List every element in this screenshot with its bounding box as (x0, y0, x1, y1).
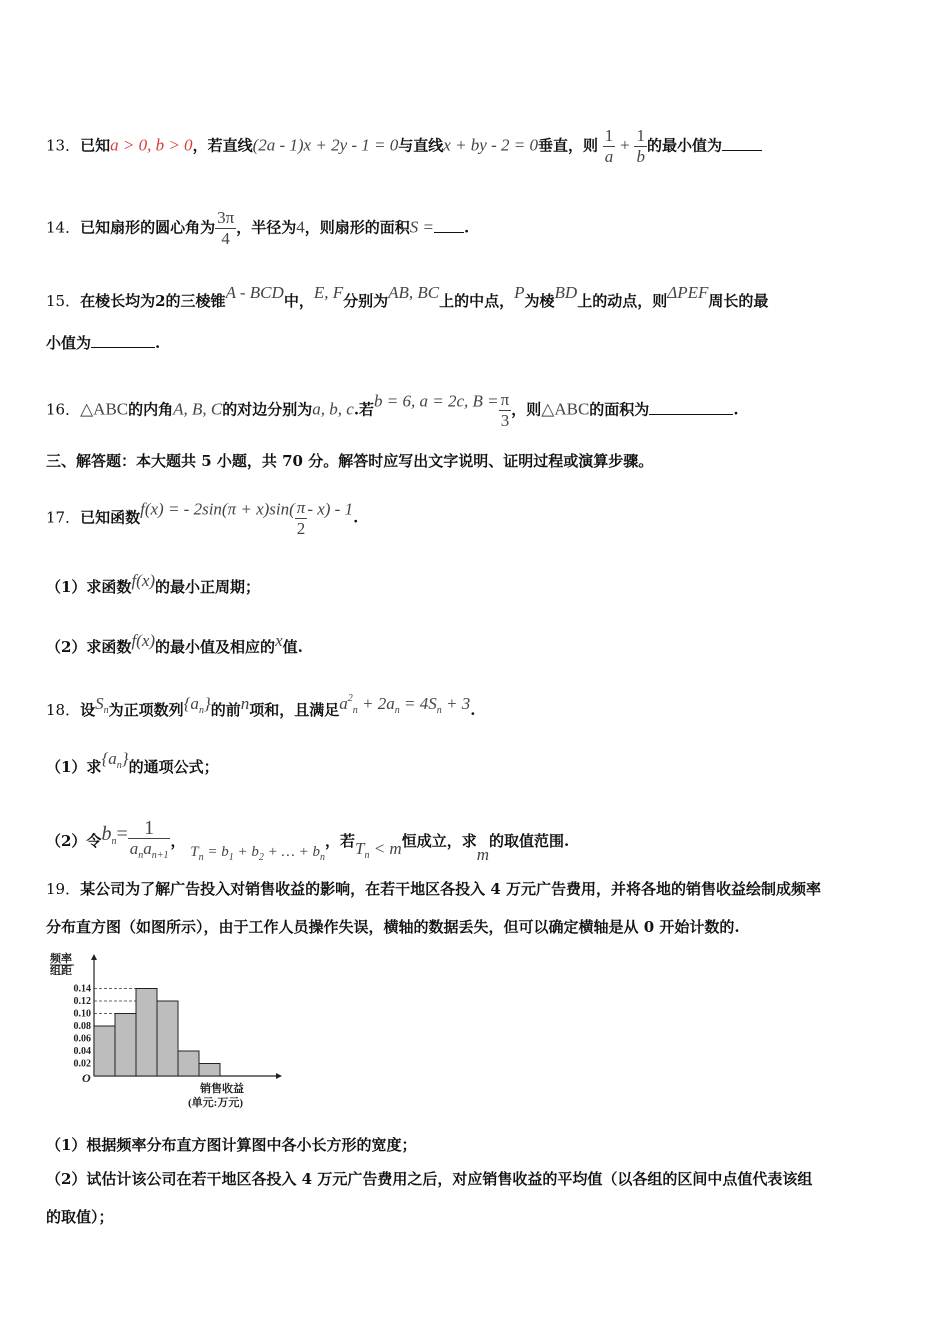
q17-line (46, 498, 358, 539)
q18-sn: $S_n$ (95, 694, 109, 716)
q16-text: . (733, 400, 739, 419)
q18-sequence: $\{a_n\}$ (101, 749, 129, 771)
histogram-chart (48, 952, 288, 1112)
q18-m: m (476, 845, 489, 864)
y-tick-label: 0.14 (73, 983, 91, 995)
q17-part1 (46, 570, 260, 598)
histogram-bar (94, 1026, 115, 1076)
q18-text: 为正项数列 (108, 701, 184, 719)
q15-triangle-pef: ΔPEF (667, 283, 709, 302)
q13-frac-1-over-a: $\frac{1}{a}$ (604, 126, 614, 166)
q14-answer-blank[interactable] (434, 218, 464, 233)
q18-text: 设 (80, 701, 96, 719)
y-tick-label: 0.02 (73, 1058, 91, 1070)
x-axis-label-2: (单元:万元) (188, 1097, 243, 1109)
q16-text: ，则 (511, 400, 542, 419)
q14-text: ，半径为 (236, 218, 297, 237)
q18-eq: = (116, 823, 128, 845)
q17-function-right: - x) - 1 (307, 499, 354, 519)
q15-line (46, 282, 768, 312)
y-tick-label: 0.06 (73, 1033, 91, 1045)
q17-text: . (353, 508, 359, 527)
q13-line2-eq: x + by - 2 = 0 (443, 135, 538, 155)
q18-tn-def: $T_n = b_1 + b_2$ + … + $b_n$ (190, 844, 325, 863)
q14-number: 14． (46, 218, 81, 237)
histogram-bar (199, 1064, 220, 1077)
q14-text: ，则扇形的面积 (304, 218, 410, 237)
histogram-bar (115, 1014, 136, 1077)
y-tick-label: 0.12 (73, 996, 91, 1007)
q18-part1 (46, 748, 219, 778)
q16-condition: b = 6, a = 2c, B = (374, 391, 499, 411)
q19-line-1: 19．某公司为了解广告投入对销售收益的影响，在若干地区各投入 4 万元广告费用，并将各地的销售收益绘制成频率 (46, 880, 821, 898)
q15-point-p: P (514, 283, 525, 302)
q15-text: 中， (283, 292, 314, 310)
q13-plus: + (620, 135, 630, 155)
q17-fx: f(x) (131, 571, 156, 590)
q18-text: 恒成立，求 (401, 832, 477, 850)
q14-line (46, 208, 469, 249)
q17-fx: f(x) (131, 631, 156, 650)
q18-sequence: $\{a_n\}$ (183, 694, 211, 716)
q13-frac-1-over-b: $\frac{1}{b}$ (636, 126, 645, 166)
q15-edge-length: 2 (155, 292, 166, 310)
q18-text: （1）求 (46, 758, 102, 776)
q17-frac: $\frac{\pi}{2}$ (296, 498, 306, 538)
q18-text: ， (170, 832, 186, 850)
q17-text: 值. (282, 638, 303, 656)
q13-condition: a > 0, b > 0 (110, 135, 193, 155)
q13-number: 13． (46, 136, 81, 155)
q16-angle-frac: $\frac{\pi}{3}$ (500, 390, 510, 430)
q17-text: 的最小正周期； (155, 578, 261, 596)
histogram-bar (157, 1001, 178, 1076)
section-heading: 三、解答题：本大题共 5 小题，共 70 分。解答时应写出文字说明、证明过程或演算步骤。 (46, 452, 654, 470)
q16-number: 16． (46, 400, 81, 419)
q17-text: （2）求函数 (46, 638, 132, 656)
q18-number: 18． (46, 701, 81, 719)
q14-angle-frac: $\frac{3\pi}{4}$ (217, 208, 235, 248)
q13-answer-blank[interactable] (722, 136, 762, 151)
q15-answer-blank[interactable] (91, 333, 155, 348)
q14-radius: 4 (296, 217, 305, 237)
q15-tetrahedron: A - BCD (225, 283, 284, 302)
q15-text: 在棱长均为 (80, 292, 156, 310)
q16-triangle: △ABC (541, 399, 590, 419)
x-axis-arrow (276, 1073, 282, 1079)
q18-bn: $b_n$ (101, 823, 117, 847)
q16-text: 的面积为 (589, 400, 650, 419)
q19-part2-b: 的取值）； (46, 1208, 114, 1226)
q15-edge-bd: BD (554, 283, 578, 302)
y-axis-arrow (91, 954, 97, 960)
q18-equation: $a^2_n + 2a_n = 4S_n + 3$ (339, 693, 471, 716)
q17-function-left: f(x) = - 2sin(π + x)sin( (140, 499, 295, 519)
q15-number: 15． (46, 292, 81, 310)
q15-text: . (155, 334, 161, 352)
q18-line (46, 688, 475, 722)
y-axis-label-1: 频率 (50, 953, 72, 965)
q16-angles: A, B, C (173, 399, 223, 419)
q14-text: . (463, 218, 470, 237)
q15-text: 的三棱锥 (165, 292, 226, 310)
q18-text: ，若 (324, 832, 355, 850)
q16-text: 的对边分别为 (222, 400, 313, 419)
q13-line (46, 126, 762, 167)
q17-number: 17． (46, 508, 81, 527)
q14-text: 已知扇形的圆心角为 (80, 218, 216, 237)
q13-text: 垂直，则 (537, 136, 598, 155)
q15-text: 周长的最 (708, 292, 769, 310)
q15-text: 上的动点，则 (577, 292, 668, 310)
q15-line-2 (46, 332, 160, 354)
q18-part2 (46, 818, 569, 869)
y-tick-label: 0.08 (73, 1021, 91, 1032)
q16-triangle: △ABC (80, 399, 129, 419)
q18-bn-frac: $\frac{1}{a_na_{n+1}}$ (129, 817, 169, 861)
q13-text: 与直线 (398, 136, 444, 155)
q17-text: 已知函数 (80, 508, 141, 527)
q18-text: （2）令 (46, 832, 102, 850)
q16-text: .若 (353, 400, 375, 419)
q18-tn-lt-m: $T_n < m$ (354, 839, 402, 861)
q18-text: . (470, 701, 476, 719)
q18-text: 的通项公式； (128, 758, 219, 776)
q18-text: 的取值范围. (488, 832, 570, 850)
q18-text: 的前 (210, 701, 241, 719)
q15-text: 分别为 (343, 292, 389, 310)
q15-text: 为棱 (524, 292, 555, 310)
q16-sides: a, b, c (312, 399, 354, 419)
histogram-bar (136, 989, 157, 1077)
q15-text: 上的中点， (439, 292, 515, 310)
q13-text: ，若直线 (192, 136, 253, 155)
q16-answer-blank[interactable] (649, 400, 733, 415)
q17-text: 的最小值及相应的 (155, 638, 276, 656)
q19-line-2: 分布直方图（如图所示），由于工作人员操作失误，横轴的数据丢失，但可以确定横轴是从 0 开始计数的. (46, 918, 740, 936)
y-tick-label: 0.04 (73, 1046, 91, 1057)
q18-n: n (240, 694, 250, 713)
q13-line1-eq: (2a - 1)x + 2y - 1 = 0 (252, 135, 399, 155)
y-axis-label-2: 组距 (50, 965, 72, 977)
q17-text: （1）求函数 (46, 578, 132, 596)
q19-part1: （1）根据频率分布直方图计算图中各小长方形的宽度； (46, 1136, 417, 1154)
q15-points-ef: E, F (313, 283, 344, 302)
histogram-bar (178, 1051, 199, 1076)
q16-text: 的内角 (128, 400, 174, 419)
q15-text: 小值为 (46, 334, 92, 352)
origin-label: O (82, 1071, 91, 1085)
q15-edges: AB, BC (388, 283, 440, 302)
x-axis-label-1: 销售收益 (200, 1083, 244, 1095)
q19-part2-a: （2）试估计该公司在若干地区各投入 4 万元广告费用之后，对应销售收益的平均值（以各组的区间中点值代表该组 (46, 1170, 813, 1188)
q13-text: 已知 (80, 136, 111, 155)
q16-line (46, 390, 739, 431)
y-tick-label: 0.10 (73, 1008, 91, 1020)
q17-part2 (46, 630, 303, 658)
q17-x: x (275, 631, 283, 650)
q14-area-symbol: S = (409, 217, 434, 237)
q18-text: 项和，且满足 (249, 701, 340, 719)
q13-text: 的最小值为 (646, 136, 722, 155)
